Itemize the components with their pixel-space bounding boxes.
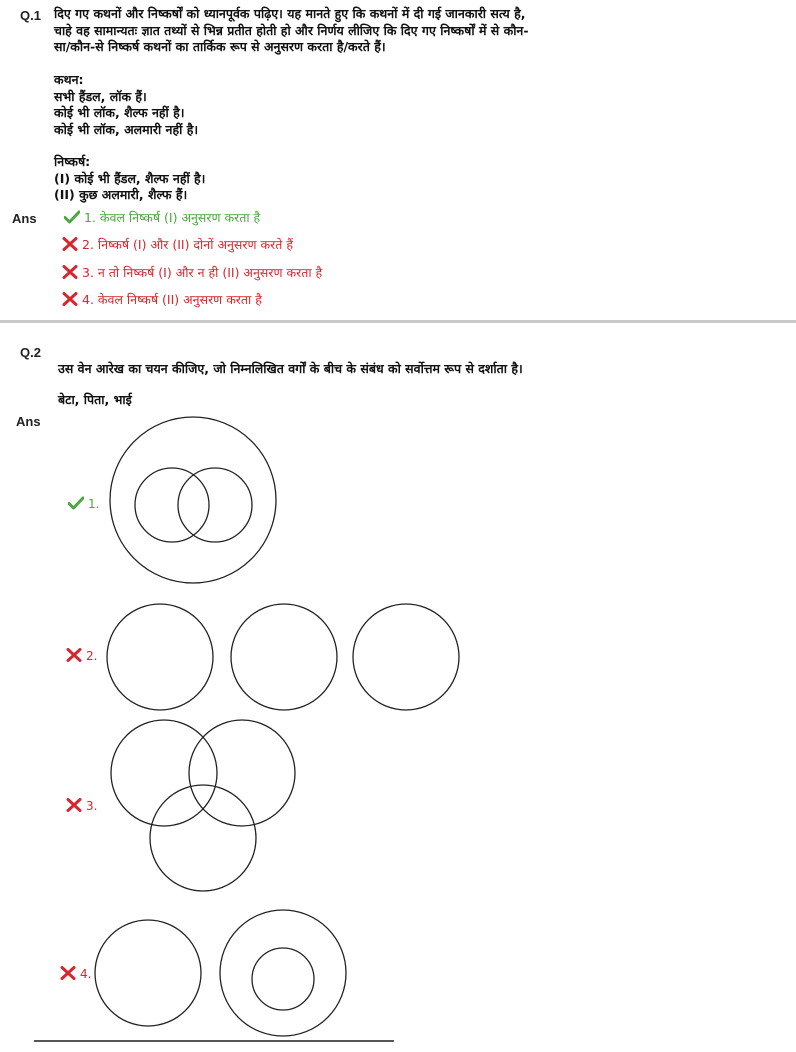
venn-4-inner-circle (252, 948, 314, 1010)
q2-option-4-num: 4. (80, 967, 92, 981)
q2-number: Q.2 (20, 345, 41, 360)
q1-question-line-3: सा/कौन-से निष्कर्ष कथनों का तार्किक रूप से अनुसरण करता है/करते हैं। (54, 39, 386, 54)
venn-4-outer-circle (220, 910, 346, 1036)
statement-3: कोई भी लॉक, अलमारी नहीं है। (54, 121, 199, 137)
q1-option-4-text: 4. केवल निष्कर्ष (II) अनुसरण करता है (82, 292, 262, 307)
q2-option-3-num: 3. (86, 799, 98, 813)
conclusion-2: (II) कुछ अलमारी, शैल्फ हैं। (54, 187, 188, 202)
venn-option-1 (110, 417, 276, 583)
q2-ans-label: Ans (16, 414, 41, 429)
venn-2-circle-2 (231, 604, 337, 710)
statements-heading: कथन: (54, 72, 84, 87)
venn-2-circle-1 (107, 604, 213, 710)
venn-4-circle-single (95, 920, 201, 1026)
conclusions-heading: निष्कर्ष: (54, 154, 91, 169)
venn-3-circle-right (189, 720, 295, 826)
venn-1-right-circle (178, 468, 252, 542)
venn-2-circle-3 (353, 604, 459, 710)
q2-classes: बेटा, पिता, भाई (58, 392, 132, 407)
venn-option-3 (111, 720, 295, 891)
venn-3-circle-bottom (150, 785, 256, 891)
q1-question-line-1: दिए गए कथनों और निष्कर्षों को ध्यानपूर्वक पढ़िए। यह मानते हुए कि कथनों में दी गई जानकारी सत्य है, (54, 6, 526, 21)
q2-question: उस वेन आरेख का चयन कीजिए, जो निम्नलिखित वर्गों के बीच के संबंध को सर्वोत्तम रूप से दर्शाता है। (58, 361, 523, 376)
q1-option-3-text: 3. न तो निष्कर्ष (I) और न ही (II) अनुसरण करता है (82, 265, 323, 280)
statement-1: सभी हैंडल, लॉक हैं। (54, 88, 147, 104)
q1-option-2-text: 2. निष्कर्ष (I) और (II) दोनों अनुसरण करते हैं (82, 237, 293, 252)
statement-2: कोई भी लॉक, शैल्फ नहीं है। (54, 105, 185, 120)
bottom-divider (34, 1040, 394, 1042)
q1-number: Q.1 (20, 8, 41, 23)
venn-1-left-circle (135, 468, 209, 542)
q2-option-2-num: 2. (86, 649, 98, 663)
q1-option-1-text: 1. केवल निष्कर्ष (I) अनुसरण करता है (84, 210, 261, 225)
conclusion-1: (I) कोई भी हैंडल, शैल्फ नहीं है। (54, 170, 206, 186)
venn-3-circle-left (111, 720, 217, 826)
venn-option-4 (95, 910, 346, 1036)
q2-option-1-num: 1. (88, 497, 100, 511)
q1-ans-label: Ans (12, 211, 37, 226)
venn-option-2 (107, 604, 459, 710)
q1-question-line-2: चाहे वह सामान्यतः ज्ञात तथ्यों से भिन्न प्रतीत होती हो और निर्णय लीजिए कि दिए गए निष्कर्षों में से कौन- (54, 22, 529, 38)
